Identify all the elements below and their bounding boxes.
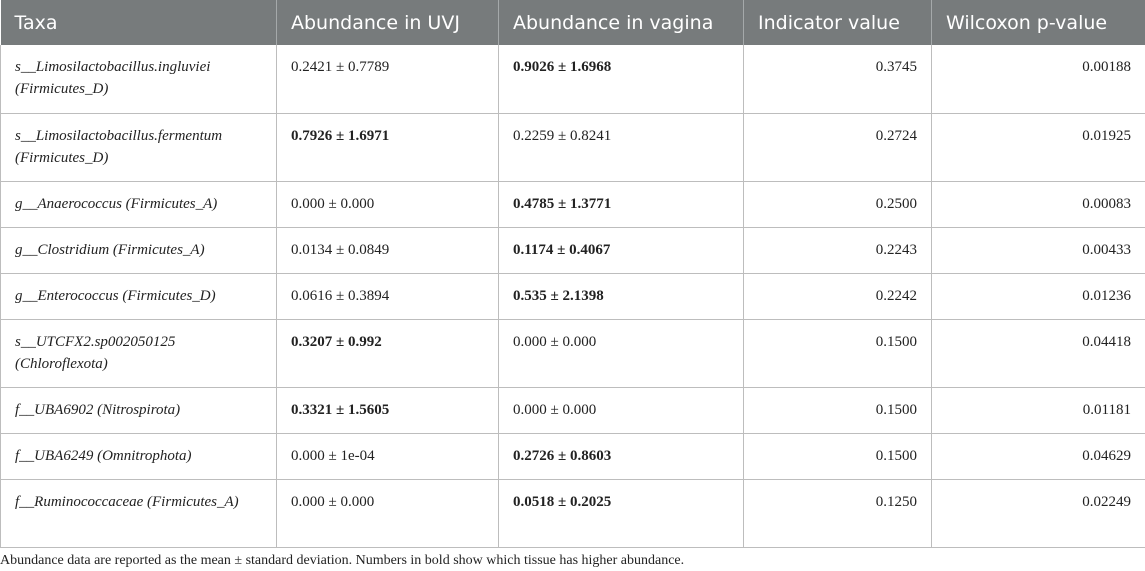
cell-indicator: 0.1250	[744, 479, 932, 547]
cell-vagina: 0.000 ± 0.000	[499, 319, 744, 387]
cell-vagina: 0.2726 ± 0.8603	[499, 433, 744, 479]
cell-uvj: 0.7926 ± 1.6971	[277, 113, 499, 181]
cell-indicator: 0.2500	[744, 181, 932, 227]
cell-taxa: s__Limosilactobacillus.fermentum (Firmicutes_D)	[1, 113, 277, 181]
cell-p-value: 0.01925	[932, 113, 1145, 181]
table-row	[1, 387, 1145, 433]
cell-p-value: 0.00083	[932, 181, 1145, 227]
cell-taxa: g__Enterococcus (Firmicutes_D)	[1, 273, 277, 319]
cell-p-value: 0.01181	[932, 387, 1145, 433]
cell-indicator: 0.1500	[744, 319, 932, 387]
cell-taxa: f__UBA6902 (Nitrospirota)	[1, 387, 277, 433]
cell-taxa: g__Clostridium (Firmicutes_A)	[1, 227, 277, 273]
table-row	[1, 181, 1145, 227]
cell-indicator: 0.1500	[744, 433, 932, 479]
header-abundance-vagina: Abundance in vagina	[499, 0, 744, 45]
cell-vagina: 0.000 ± 0.000	[499, 387, 744, 433]
cell-p-value: 0.04629	[932, 433, 1145, 479]
cell-taxa: s__Limosilactobacillus.ingluviei (Firmicutes_D)	[1, 45, 277, 113]
cell-indicator: 0.3745	[744, 45, 932, 113]
cell-taxa: g__Anaerococcus (Firmicutes_A)	[1, 181, 277, 227]
header-wilcoxon-p-value: Wilcoxon p-value	[932, 0, 1145, 45]
table-row	[1, 113, 1145, 181]
table-row	[1, 319, 1145, 387]
cell-uvj: 0.3321 ± 1.5605	[277, 387, 499, 433]
cell-uvj: 0.000 ± 1e-04	[277, 433, 499, 479]
cell-vagina: 0.9026 ± 1.6968	[499, 45, 744, 113]
cell-uvj: 0.000 ± 0.000	[277, 479, 499, 547]
cell-taxa: f__UBA6249 (Omnitrophota)	[1, 433, 277, 479]
table-row	[1, 273, 1145, 319]
table-row	[1, 45, 1145, 113]
cell-indicator: 0.2724	[744, 113, 932, 181]
cell-taxa: f__Ruminococcaceae (Firmicutes_A)	[1, 479, 277, 547]
table-header-row	[1, 0, 1145, 45]
cell-p-value: 0.00188	[932, 45, 1145, 113]
cell-uvj: 0.0134 ± 0.0849	[277, 227, 499, 273]
cell-vagina: 0.0518 ± 0.2025	[499, 479, 744, 547]
header-abundance-uvj: Abundance in UVJ	[277, 0, 499, 45]
cell-vagina: 0.1174 ± 0.4067	[499, 227, 744, 273]
cell-vagina: 0.4785 ± 1.3771	[499, 181, 744, 227]
cell-vagina: 0.535 ± 2.1398	[499, 273, 744, 319]
cell-indicator: 0.1500	[744, 387, 932, 433]
table-footnote: Abundance data are reported as the mean ± standard deviation. Numbers in bold show which tissue has higher abundance.	[0, 553, 685, 568]
cell-uvj: 0.000 ± 0.000	[277, 181, 499, 227]
cell-p-value: 0.02249	[932, 479, 1145, 547]
cell-taxa: s__UTCFX2.sp002050125 (Chloroflexota)	[1, 319, 277, 387]
cell-uvj: 0.3207 ± 0.992	[277, 319, 499, 387]
table-row	[1, 227, 1145, 273]
cell-indicator: 0.2242	[744, 273, 932, 319]
cell-uvj: 0.0616 ± 0.3894	[277, 273, 499, 319]
table-row	[1, 433, 1145, 479]
cell-p-value: 0.04418	[932, 319, 1145, 387]
header-taxa: Taxa	[1, 0, 277, 45]
cell-p-value: 0.00433	[932, 227, 1145, 273]
header-indicator-value: Indicator value	[744, 0, 932, 45]
cell-p-value: 0.01236	[932, 273, 1145, 319]
cell-indicator: 0.2243	[744, 227, 932, 273]
table-row	[1, 479, 1145, 547]
cell-uvj: 0.2421 ± 0.7789	[277, 45, 499, 113]
cell-vagina: 0.2259 ± 0.8241	[499, 113, 744, 181]
